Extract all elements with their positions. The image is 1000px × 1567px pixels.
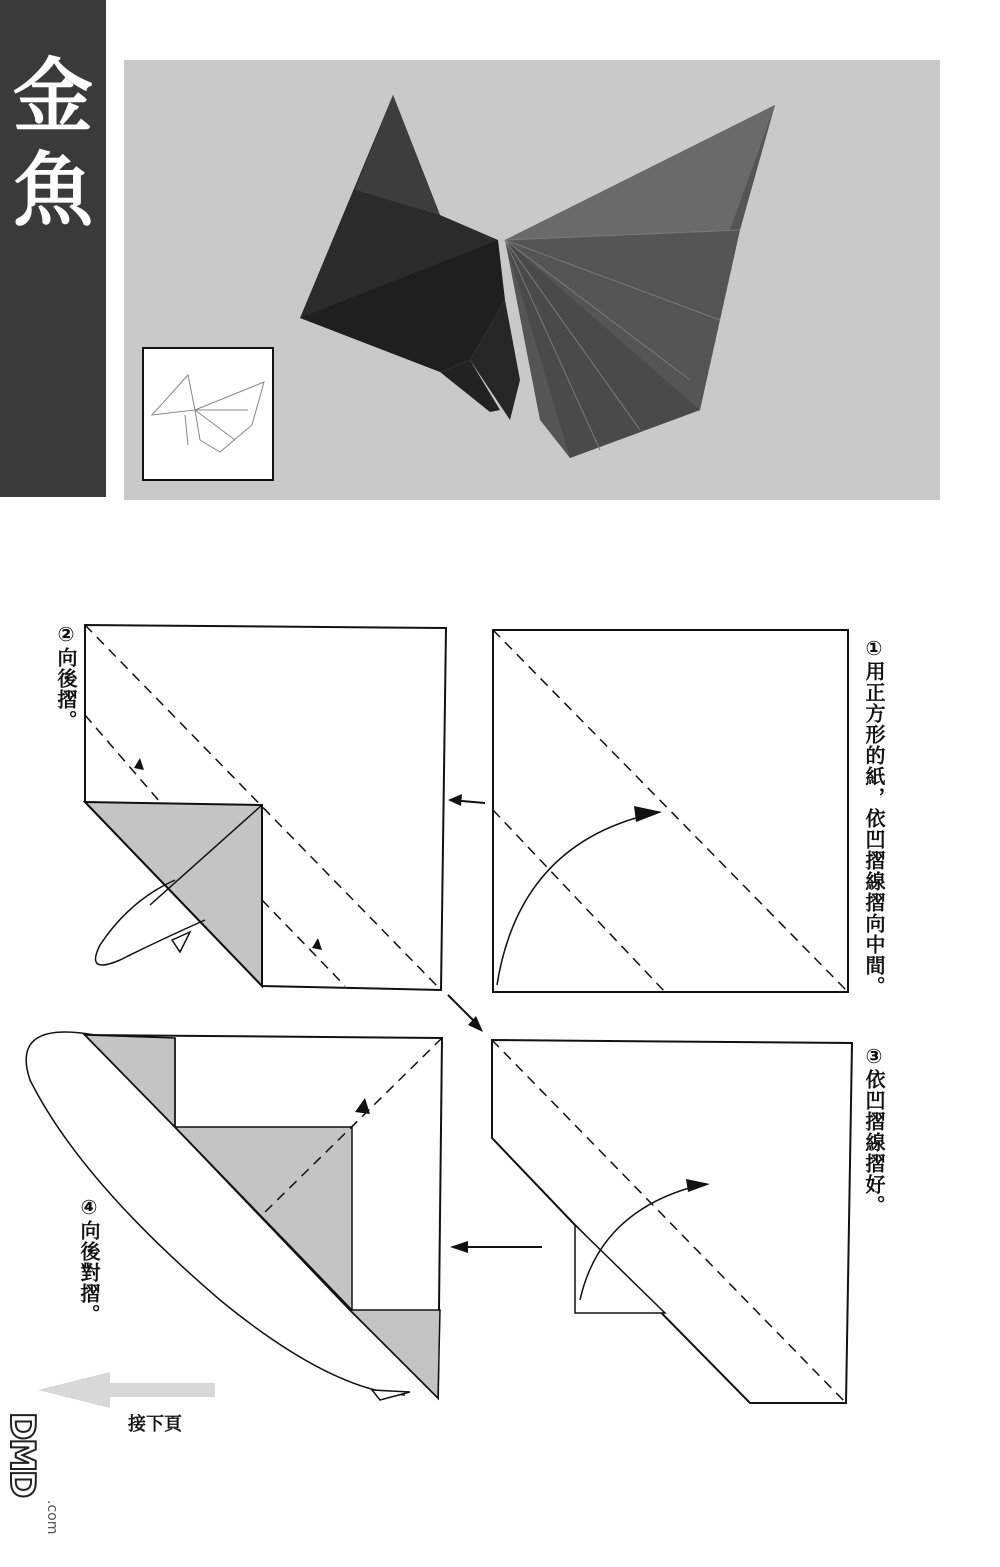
step4-number: ④ — [77, 1195, 101, 1220]
step3-text: 依凹摺線摺好。 — [862, 1069, 886, 1216]
step3-caption — [863, 1044, 885, 1216]
step1-text: 用正方形的紙，依凹摺線摺向中間。 — [862, 661, 886, 997]
watermark-sub: .com — [44, 1500, 60, 1535]
step4-caption — [78, 1195, 100, 1325]
title-char-2: 魚 — [13, 144, 93, 237]
step2-number: ② — [54, 622, 78, 647]
step3-number: ③ — [862, 1044, 886, 1069]
step2-diagram — [85, 625, 446, 990]
step3-diagram — [492, 1040, 852, 1403]
watermark-logo: DMD — [2, 1412, 42, 1497]
step1-caption — [863, 636, 885, 997]
step2-caption — [55, 622, 77, 731]
step2-text: 向後摺。 — [54, 647, 78, 731]
title-char-1: 金 — [13, 50, 93, 143]
step1-diagram — [493, 630, 848, 992]
step1-number: ① — [862, 636, 886, 661]
next-page-label: 接下頁 — [128, 1414, 182, 1435]
step4-text: 向後對摺。 — [77, 1220, 101, 1325]
